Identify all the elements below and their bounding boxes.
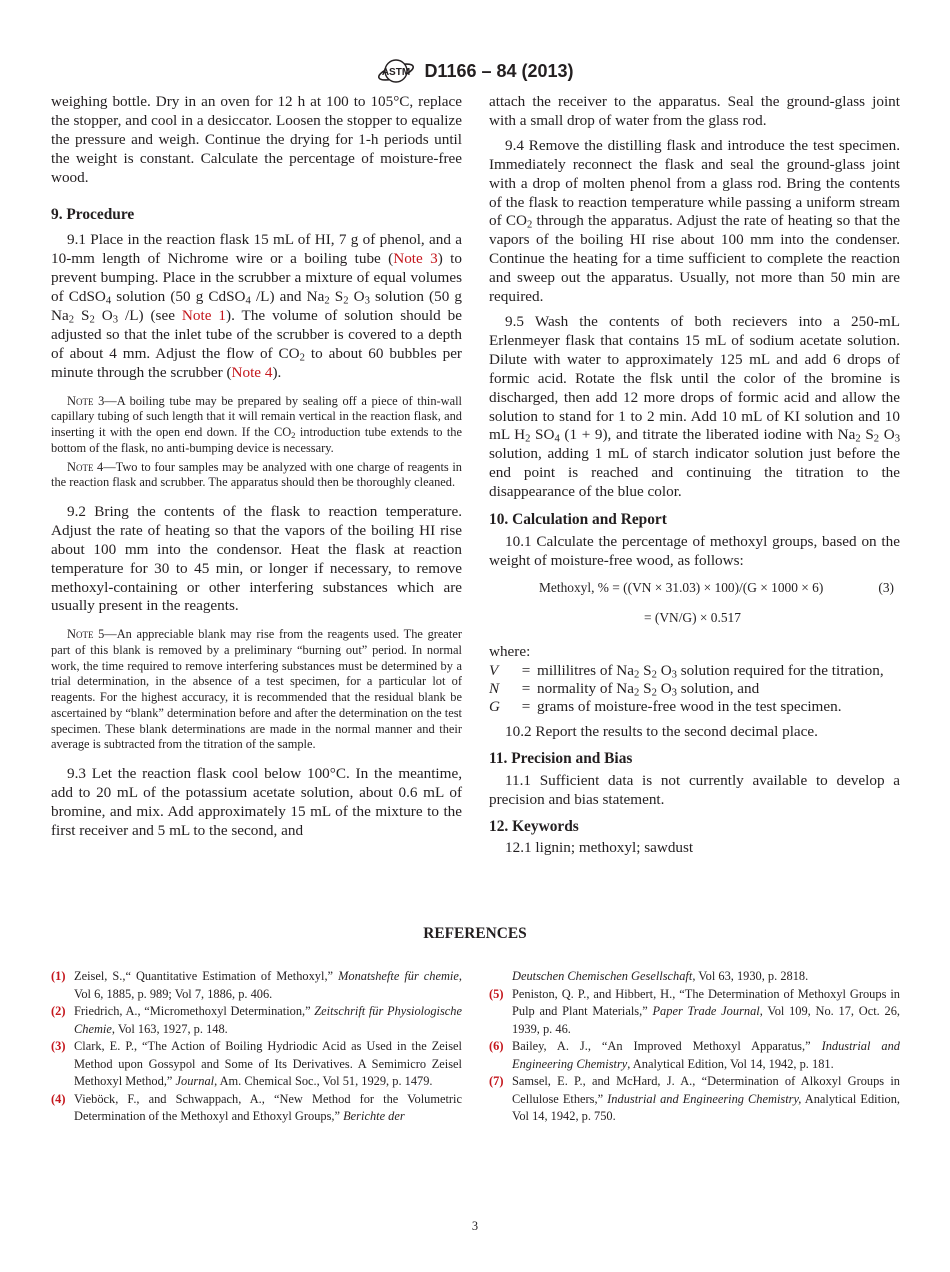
paragraph-9-5: 9.5 Wash the contents of both recievers into a 250-mL Erlenmeyer flask that contains 15 mL of sodium acetate solution. Dilute with water to approximately 125 mL and add 6 drops of formic acid. Rotate the flsk until the color of the bromine is discharged, then add 12 more drops of formic acid and allow the solution to stand for 1 to 2 min. Add 10 mL of KI solution and 10 mL $H_2$ $SO_4$ (1 + 9), and titrate the liberated iodine with $Na_2$ $S_2$ $O_3$ solution, adding 1 mL of starch indicator solution just before the end point is reached and continuing the titration to the disappearance of the blue color. (489, 312, 900, 501)
paragraph-12-1: 12.1 lignin; methoxyl; sawdust (505, 839, 694, 857)
reference-number[interactable]: (3) (51, 1039, 66, 1053)
right-column (489, 93, 900, 858)
reference-item: (6) Bailey, A. J., “An Improved Methoxyl Apparatus,” Industrial and Engineering Chemistry, Analytical Edition, Vol 14, 1942, p. 181. (489, 1039, 900, 1071)
section-heading-calculation: 10. Calculation and Report (489, 511, 667, 529)
reference-item: (4) Vieböck, F., and Schwappach, A., “New Method for the Volumetric Determination of the Methoxyl and Ethoxyl Groups,” Berichte der (51, 1091, 462, 1123)
references-left-column (51, 968, 462, 1126)
note-4-link[interactable]: Note 4 (231, 363, 273, 381)
references-heading: REFERENCES (423, 925, 527, 942)
note-3: Note 3—A boiling tube may be prepared by sealing off a piece of thin-wall capillary tubing of such length that it will remain vertical in the reaction flask, and inserting it with the open end down. If the $CO_2$ introduction tube extends to the bottom of the flask, no anti-bumping device is necessary. (51, 393, 462, 455)
section-heading-procedure: 9. Procedure (51, 205, 135, 223)
reference-number[interactable]: (5) (489, 986, 504, 1001)
note-1-link[interactable]: Note 1 (181, 307, 227, 325)
reference-item: (7) Samsel, E. P., and McHard, J. A., “Determination of Alkoxyl Groups in Cellulose Ethers,” Industrial and Engineering Chemistry, Analytical Edition, Vol 14, 1942, p. 750. (489, 1074, 900, 1123)
astm-logo-icon (376, 56, 416, 86)
left-column (51, 93, 462, 841)
page-number: 3 (471, 1219, 479, 1233)
paragraph-9-3-continuation: attach the receiver to the apparatus. Seal the ground-glass joint with a small drop of water from the glass rod. (489, 93, 900, 129)
reference-item: (2) Friedrich, A., “Micromethoxyl Determination,” Zeitschrift für Physiologische Chemie, Vol 163, 1927, p. 148. (51, 1004, 462, 1036)
reference-number[interactable]: (2) (51, 1004, 66, 1018)
reference-item: (1) Zeisel, S.,“ Quantitative Estimation of Methoxyl,” Monatshefte für chemie, Vol 6, 1885, p. 989; Vol 7, 1886, p. 406. (51, 969, 462, 1001)
paragraph-10-1: 10.1 Calculate the percentage of methoxyl groups, based on the weight of moisture-free wood, as follows: (489, 532, 900, 569)
references-right-column (489, 968, 900, 1126)
reference-item-continuation: Deutschen Chemischen Gesellschaft, Vol 63, 1930, p. 2818. (512, 969, 809, 983)
note-4: Note 4—Two to four samples may be analyzed with one charge of reagents in the reaction flask and scrubber. The apparatus should then be thoroughly cleaned. (51, 459, 462, 490)
equation-line-1: Methoxyl, % = ((VN × 31.03) × 100)/(G × 1000 × 6) (539, 579, 824, 595)
equation-3-simplified: = (VN/G) × 0.517 (644, 609, 741, 625)
definition-row: G = grams of moisture-free wood in the test specimen. (489, 698, 842, 716)
paragraph-continuation: weighing bottle. Dry in an oven for 12 h at 100 to 105°C, replace the stopper, and cool in a desiccator. Loosen the stopper to equalize the pressure and weigh. Continue the drying for 1-h periods until the weight is constant. Calculate the percentage of moisture-free wood. (51, 93, 462, 186)
page-header (0, 56, 950, 86)
variable-definitions (489, 662, 900, 717)
reference-item: (3) Clark, E. P., “The Action of Boiling Hydriodic Acid as Used in the Zeisel Method upon Gossypol and Some of Its Derivatives. A Semimicro Zeisel Methoxyl Method,” Journal, Am. Chemical Soc., Vol 51, 1929, p. 1479. (51, 1039, 462, 1088)
note-3-link[interactable]: Note 3 (393, 250, 438, 268)
definition-row: V = millilitres of $Na_2$ $S_2$ $O_3$ solution required for the titration, (489, 661, 884, 681)
paragraph-9-2: 9.2 Bring the contents of the flask to reaction temperature. Adjust the rate of heating so that the vapors of the boiling HI rise about 100 mm into the condensor. Heat the flask at reaction temperature for 30 to 45 min, or longer if necessary, to remove methoxyl-containing or other interfering substances which are usually present in the reagents. (51, 502, 462, 615)
where-label: where: (489, 642, 531, 660)
paragraph-11-1: 11.1 Sufficient data is not currently available to develop a precision and bias statement. (489, 771, 900, 808)
document-designation: D1166 – 84 (2013) (424, 60, 574, 81)
reference-item: (5) Peniston, Q. P., and Hibbert, H., “The Determination of Methoxyl Groups in Pulp and Plant Materials,” Paper Trade Journal, Vol 109, No. 17, Oct. 26, 1939, p. 46. (489, 986, 900, 1036)
equation-number: (3) (878, 579, 894, 595)
reference-number[interactable]: (6) (489, 1039, 504, 1053)
paragraph-9-1: 9.1 Place in the reaction flask 15 mL of HI, 7 g of phenol, and a 10-mm length of Nichrome wire or a boiling tube (Note 3) to prevent bumping. Place in the scrubber a mixture of equal volumes of CdSO$_4$ solution (50 g CdSO$_4$ /L) and $Na_2$ $S_2$ $O_3$ solution (50 g $Na_2$ $S_2$ $O_3$ /L) (see Note 1). The volume of solution should be adjusted so that the inlet tube of the scrubber is covered to a depth of about 4 mm. Adjust the flow of $CO_2$ to about 60 bubbles per minute through the scrubber (Note 4). (51, 231, 462, 381)
svg-text:ASTM: ASTM (382, 67, 411, 78)
paragraph-9-3: 9.3 Let the reaction flask cool below 100°C. In the meantime, add to 20 mL of the potassium acetate solution, about 0.6 mL of bromine, and mix. Add approximately 15 mL of the mixture to the first receiver and 5 mL to the second, and (51, 764, 462, 839)
paragraph-9-4: 9.4 Remove the distilling flask and introduce the test specimen. Immediately reconnect the flask and seal the ground-glass joint with a drop of molten phenol from a glass rod. Bring the contents of the flask to reaction temperature while passing a uniform stream of $CO_2$ through the apparatus. Adjust the rate of heating so that the vapors of the boiling HI rise about 100 mm into the condenser. Continue the heating for a time sufficient to complete the reaction and sweep out the apparatus. Usually, not more than 50 min are required. (489, 136, 900, 306)
reference-number[interactable]: (7) (489, 1074, 504, 1088)
reference-number[interactable]: (1) (51, 969, 66, 983)
equation-3 (489, 577, 900, 599)
paragraph-10-2: 10.2 Report the results to the second decimal place. (505, 722, 818, 740)
section-heading-keywords: 12. Keywords (489, 817, 579, 835)
reference-number[interactable]: (4) (51, 1091, 66, 1106)
note-5: Note 5—An appreciable blank may rise from the reagents used. The greater part of this blank is removed by a preliminary “burning out” period. In normal work, the time required to remove interfering substances must be determined by a trial determination, in the absence of a test specimen, for a particular lot of reagents. For the highest accuracy, it is recommended that the residual blank be ascertained by “blank” determination before and after the determination on the test specimen. These blank determinations are made in the normal manner and their average is subtracted from the titration of the sample. (51, 627, 462, 752)
definition-row: N = normality of $Na_2$ $S_2$ $O_3$ solution, and (489, 680, 760, 699)
section-heading-precision: 11. Precision and Bias (489, 749, 633, 767)
